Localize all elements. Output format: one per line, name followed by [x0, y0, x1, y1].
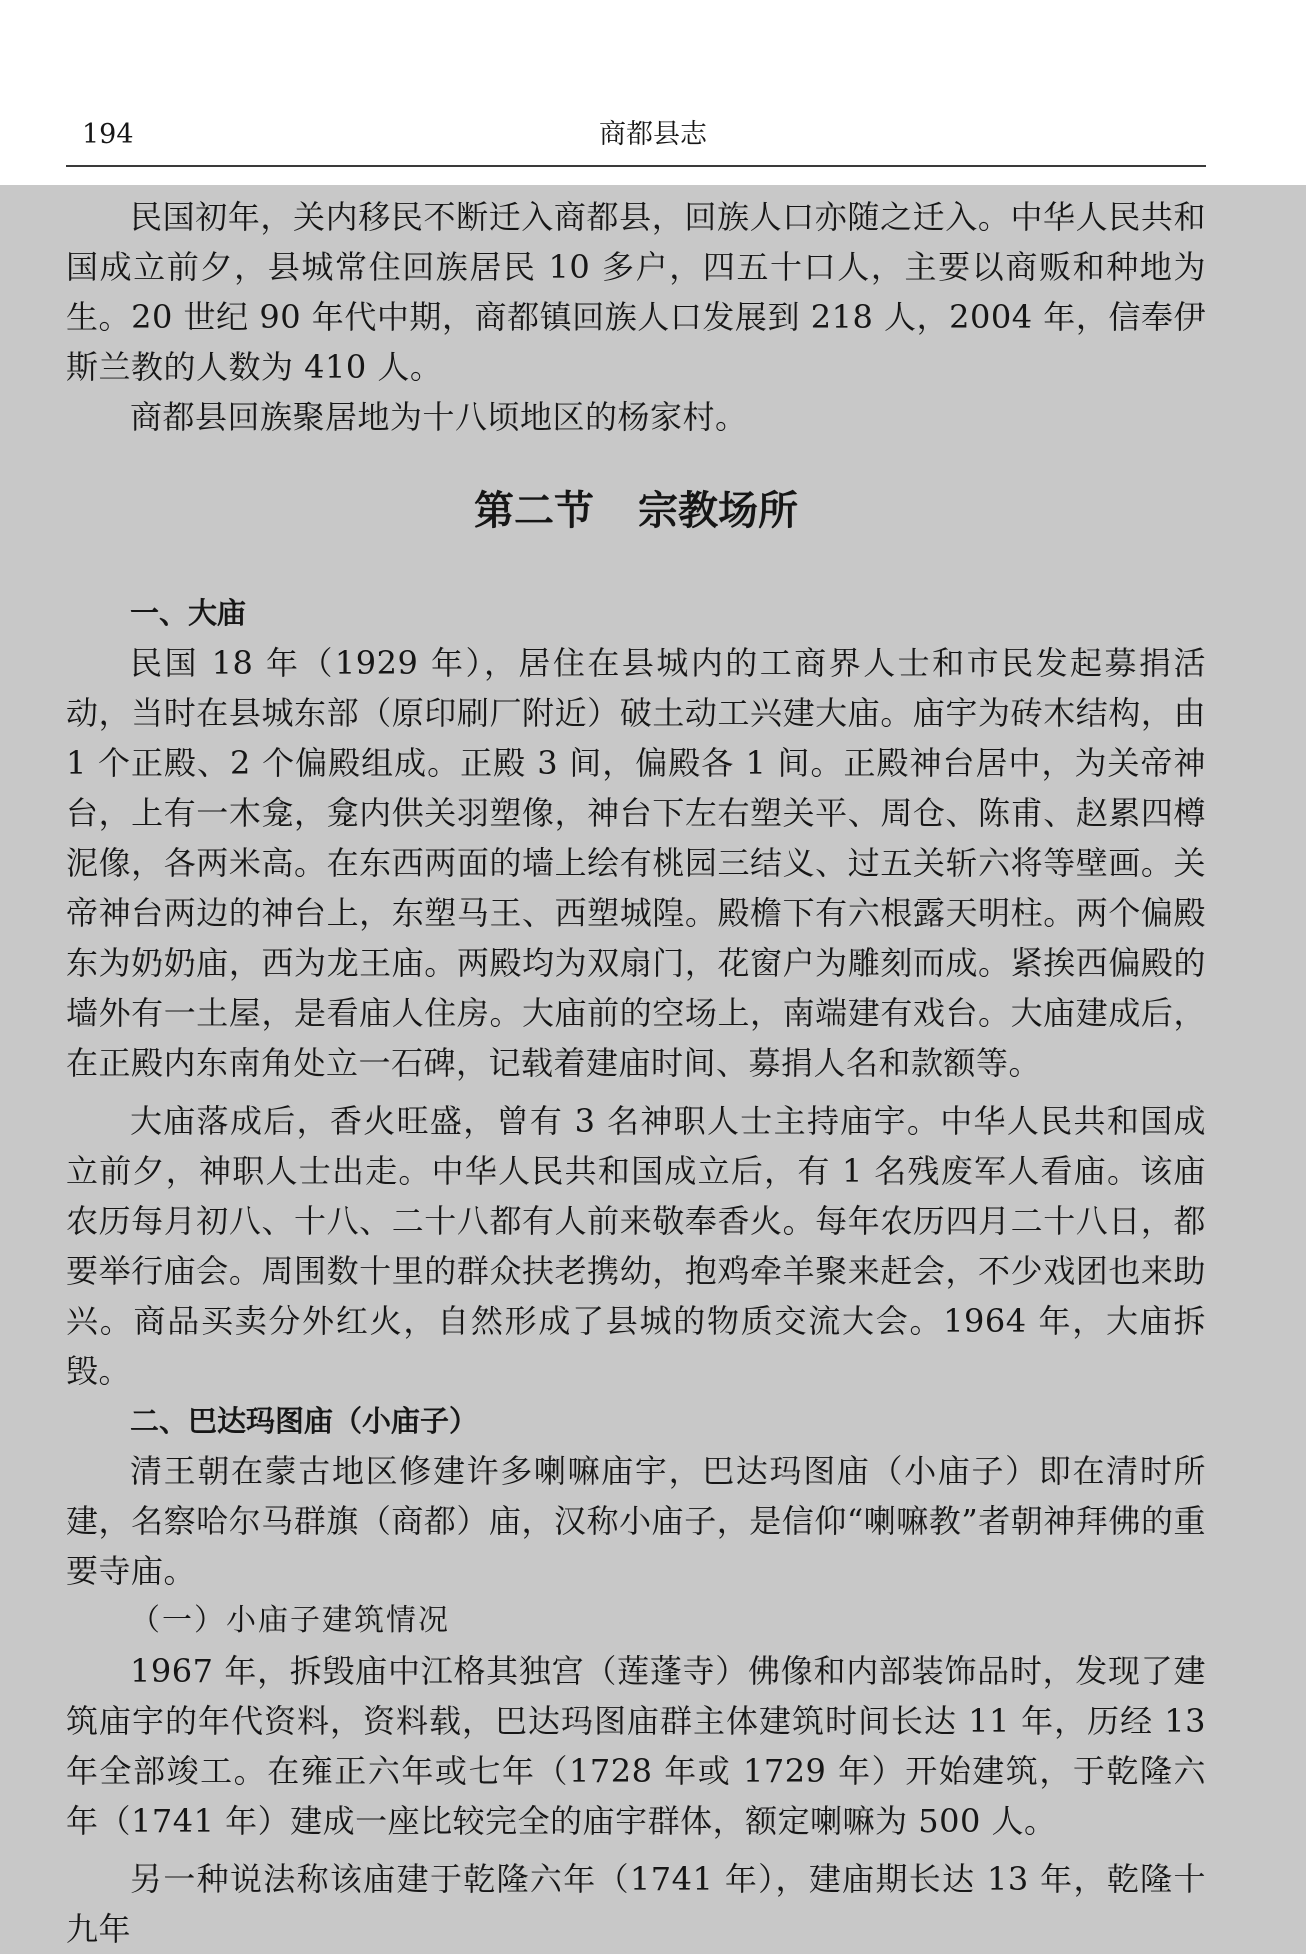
page-body — [66, 192, 1206, 1954]
running-title: 商都县志 — [599, 119, 707, 150]
page-number: 194 — [82, 119, 134, 150]
paragraph-badamatu-intro: 清王朝在蒙古地区修建许多喇嘛庙宇，巴达玛图庙（小庙子）即在清时所建，名察哈尔马群旗（商都）庙，汉称小庙子，是信仰“喇嘛教”者朝神拜佛的重要寺庙。 — [66, 1452, 1206, 1590]
subheading-building: （一）小庙子建筑情况 — [130, 1603, 450, 1638]
section-title: 第二节 宗教场所 — [474, 488, 798, 534]
header-rule — [66, 165, 1206, 167]
spacer — [66, 1088, 1206, 1096]
paragraph-da-miao-construction: 民国 18 年（1929 年），居住在县城内的工商界人士和市民发起募捐活动，当时在县城东部（原印刷厂附近）破土动工兴建大庙。庙宇为砖木结构，由 1 个正殿、2 个偏殿组成。正殿 3 间，偏殿各 1 间。正殿神台居中，为关帝神台，上有一木龛，龛内供关羽塑像，神台下左右塑关平、周仓、陈甫、赵累四樽泥像，各两米高。在东西两面的墙上绘有桃园三结义、过五关斩六将等壁画。关帝神台两边的神台上，东塑马王、西塑城隍。殿檐下有六根露天明柱。两个偏殿东为奶奶庙，西为龙王庙。两殿均为双扇门，花窗户为雕刻而成。紧挨西偏殿的墙外有一土屋，是看庙人住房。大庙前的空场上，南端建有戏台。大庙建成后，在正殿内东南角处立一石碑，记载着建庙时间、募捐人名和款额等。 — [66, 644, 1206, 1082]
paragraph-da-miao-history: 大庙落成后，香火旺盛，曾有 3 名神职人士主持庙宇。中华人民共和国成立前夕，神职人士出走。中华人民共和国成立后，有 1 名残废军人看庙。该庙农历每月初八、十八、二十八都有人前来敬奉香火。每年农历四月二十八日，都要举行庙会。周围数十里的群众扶老携幼，抱鸡牵羊聚来赶会，不少戏团也来助兴。商品买卖分外红火，自然形成了县城的物质交流大会。1964 年，大庙拆毁。 — [66, 1102, 1206, 1390]
page-header — [0, 0, 1306, 185]
paragraph-hui-settlement: 商都县回族聚居地为十八顷地区的杨家村。 — [130, 398, 748, 436]
paragraph-hui-population: 民国初年，关内移民不断迁入商都县，回族人口亦随之迁入。中华人民共和国成立前夕，县城常住回族居民 10 多户，四五十口人，主要以商贩和种地为生。20 世纪 90 年代中期，商都镇回族人口发展到 218 人，2004 年，信奉伊斯兰教的人数为 410 人。 — [66, 198, 1206, 386]
heading-badamatu-miao: 二、巴达玛图庙（小庙子） — [130, 1404, 479, 1438]
paragraph-building-alt: 另一种说法称该庙建于乾隆六年（1741 年），建庙期长达 13 年，乾隆十九年 — [66, 1860, 1206, 1948]
heading-da-miao: 一、大庙 — [130, 596, 247, 630]
spacer — [66, 1846, 1206, 1854]
paragraph-building-1967: 1967 年，拆毁庙中江格其独宫（莲蓬寺）佛像和内部装饰品时，发现了建筑庙宇的年代资料，资料载，巴达玛图庙群主体建筑时间长达 11 年，历经 13 年全部竣工。在雍正六年或七年（1728 年或 1729 年）开始建筑，于乾隆六年（1741 年）建成一座比较完全的庙宇群体，额定喇嘛为 500 人。 — [66, 1652, 1206, 1840]
